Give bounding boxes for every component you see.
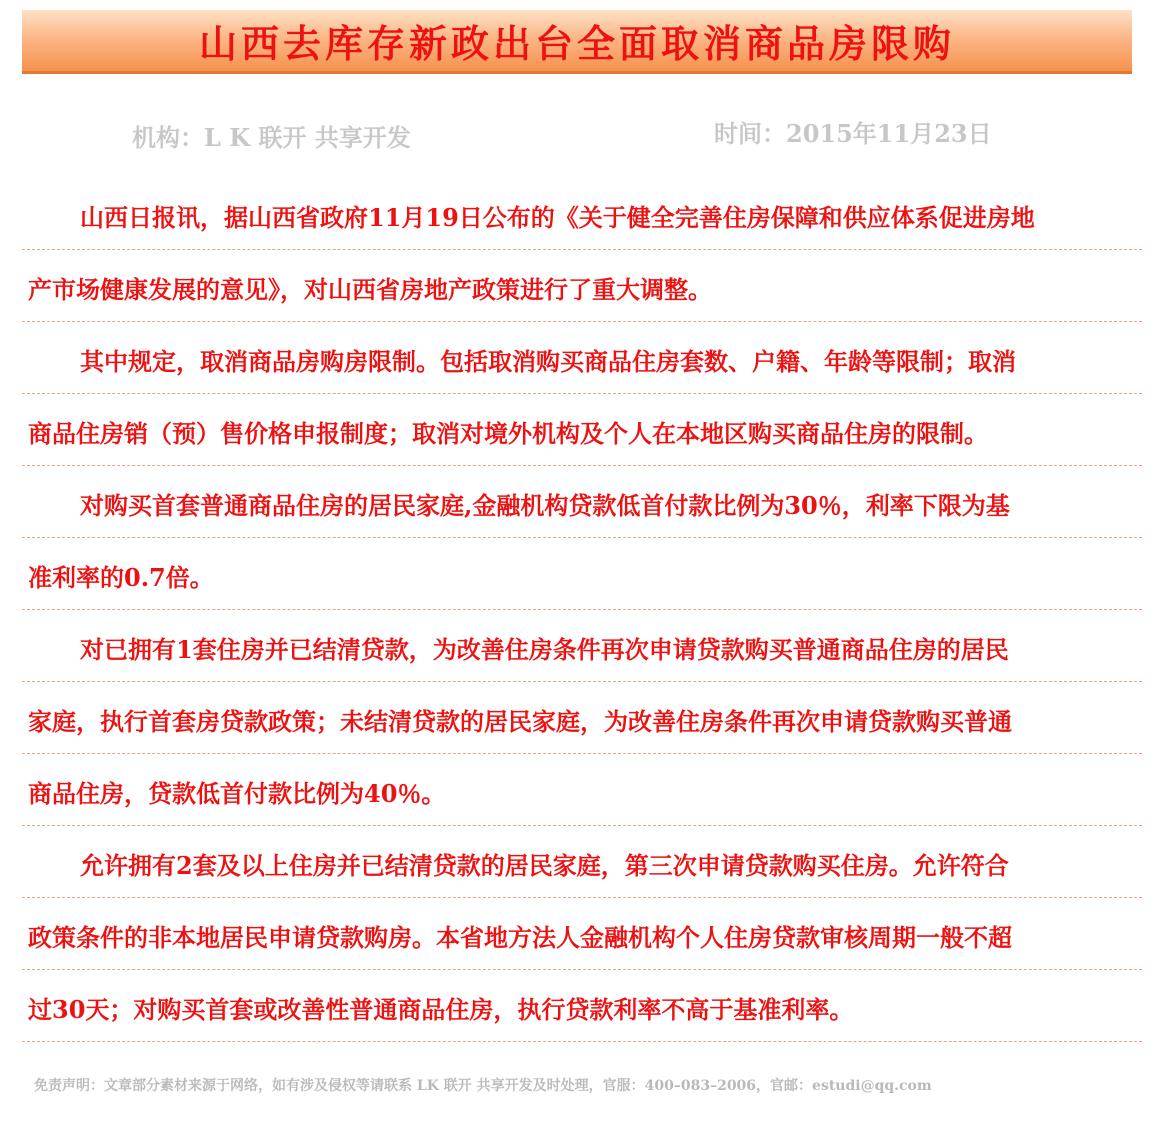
- article-line: [22, 250, 1142, 322]
- publish-time: 时间：2015年11月23日: [714, 119, 992, 148]
- article-line: [22, 610, 1142, 682]
- article-line: [22, 538, 1142, 610]
- paragraph-3-line-2: 准利率的0.7倍。: [28, 563, 214, 592]
- article-body: [22, 178, 1142, 1042]
- meta-row: [0, 114, 1160, 154]
- page-title: 山西去库存新政出台全面取消商品房限购: [198, 21, 955, 66]
- paragraph-2-line-1: 其中规定，取消商品房购房限制。包括取消购买商品住房套数、户籍、年龄等限制；取消: [80, 347, 1016, 376]
- paragraph-1-line-2: 产市场健康发展的意见》，对山西省房地产政策进行了重大调整。: [28, 275, 712, 304]
- article-line: [22, 394, 1142, 466]
- article-line: [22, 754, 1142, 826]
- article-line: [22, 682, 1142, 754]
- article-line: [22, 178, 1142, 250]
- article-line: [22, 826, 1142, 898]
- organization-label: 机构：L K 联开 共享开发: [132, 123, 411, 152]
- article-line: [22, 466, 1142, 538]
- article-line: [22, 898, 1142, 970]
- paragraph-5-line-3: 过30天；对购买首套或改善性普通商品住房，执行贷款利率不高于基准利率。: [28, 995, 854, 1024]
- paragraph-5-line-1: 允许拥有2套及以上住房并已结清贷款的居民家庭，第三次申请贷款购买住房。允许符合: [80, 851, 1009, 880]
- article-line: [22, 322, 1142, 394]
- title-banner: [22, 10, 1132, 74]
- paragraph-3-line-1: 对购买首套普通商品住房的居民家庭,金融机构贷款低首付款比例为30％，利率下限为基: [80, 491, 1010, 520]
- paragraph-4-line-2: 家庭，执行首套房贷款政策；未结清贷款的居民家庭，为改善住房条件再次申请贷款购买普通: [28, 707, 1012, 736]
- paragraph-2-line-2: 商品住房销（预）售价格申报制度；取消对境外机构及个人在本地区购买商品住房的限制。: [28, 419, 988, 448]
- paragraph-4-line-1: 对已拥有1套住房并已结清贷款，为改善住房条件再次申请贷款购买普通商品住房的居民: [80, 635, 1009, 664]
- paragraph-5-line-2: 政策条件的非本地居民申请贷款购房。本省地方法人金融机构个人住房贷款审核周期一般不超: [28, 923, 1012, 952]
- paragraph-1-line-1: 山西日报讯，据山西省政府11月19日公布的《关于健全完善住房保障和供应体系促进房地: [80, 203, 1035, 232]
- disclaimer: 免责声明：文章部分素材来源于网络，如有涉及侵权等请联系 LK 联开 共享开发及时处理，官服：400–083–2006，官邮：estudi@qq.com: [34, 1078, 932, 1094]
- article-line: [22, 970, 1142, 1042]
- paragraph-4-line-3: 商品住房，贷款低首付款比例为40％。: [28, 779, 446, 808]
